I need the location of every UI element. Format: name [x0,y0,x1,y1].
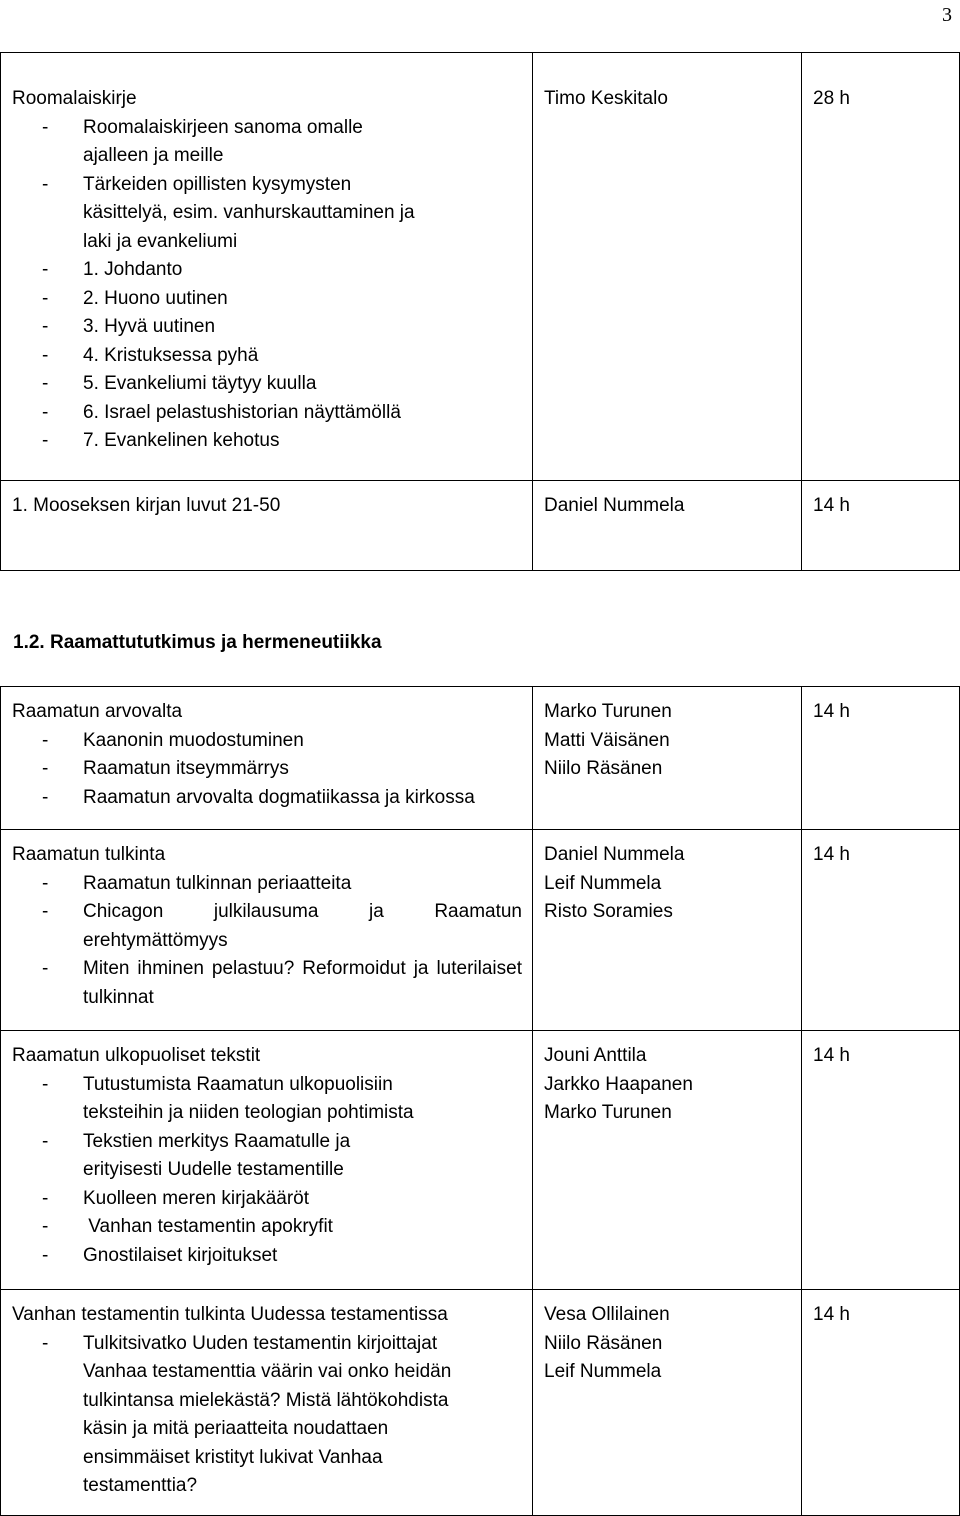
teacher-cell [533,1290,802,1516]
hours-cell [802,1031,960,1290]
list-item: - Miten ihminen pelastuu? Reformoidut ja luterilaiset tulkinnat [42,958,522,1008]
teacher-name: Niilo Räsänen [544,1332,663,1354]
course-title: Raamatun ulkopuoliset tekstit [12,1045,261,1066]
teacher-cell [533,1031,802,1290]
course-title: Raamatun arvovalta [12,701,183,722]
table-row [1,830,960,1031]
teacher-name: Marko Turunen [544,701,672,722]
teacher-name: Niilo Räsänen [544,758,663,779]
table-row [1,53,960,481]
teacher-cell [533,830,802,1031]
page-number: 3 [942,4,952,26]
teacher-name: Leif Nummela [544,872,662,894]
teacher-cell [533,53,802,481]
list-item: - Roomalaiskirjeen sanoma omalle ajalleen ja meille [42,116,363,166]
hours-cell [802,1290,960,1516]
list-item: - Raamatun arvovalta dogmatiikassa ja kirkossa [42,786,475,808]
course-cell [1,830,533,1031]
list-item: - Tekstien merkitys Raamatulle ja erityisesti Uudelle testamentille [42,1130,351,1180]
teacher-name: Daniel Nummela [544,844,685,865]
hours-value: 14 h [813,1045,850,1066]
course-topic-list [12,1071,432,1271]
hours-cell [802,481,960,571]
table-row [1,1031,960,1290]
list-item: - Gnostilaiset kirjoitukset [42,1244,278,1266]
teacher-name: Daniel Nummela [544,495,685,516]
list-item: - Kuolleen meren kirjakääröt [42,1187,310,1209]
list-item: - Tärkeiden opillisten kysymysten käsittelyä, esim. vanhurskauttaminen ja laki ja evankeliumi [42,173,415,252]
list-item: - Chicagon julkilausuma ja Raamatun erehtymättömyys [42,901,522,951]
course-topic-list [12,1330,452,1501]
list-item: - 6. Israel pelastushistorian näyttämöllä [42,401,401,423]
teacher-cell [533,481,802,571]
course-title: 1. Mooseksen kirjan luvut 21-50 [12,495,281,516]
list-item: - 2. Huono uutinen [42,287,228,309]
course-table-1 [0,52,960,571]
course-title: Raamatun tulkinta [12,844,166,865]
teacher-name: Vesa Ollilainen [544,1304,670,1325]
teacher-name: Leif Nummela [544,1361,662,1382]
course-cell [1,687,533,830]
hours-cell [802,687,960,830]
list-item: - 7. Evankelinen kehotus [42,430,280,451]
course-cell [1,53,533,481]
teacher-name: Timo Keskitalo [544,88,668,109]
teacher-cell [533,687,802,830]
table-row [1,1290,960,1516]
course-cell [1,481,533,571]
list-item: - 4. Kristuksessa pyhä [42,344,259,366]
hours-value: 14 h [813,1304,850,1325]
teacher-name: Risto Soramies [544,901,673,922]
hours-value: 14 h [813,701,850,722]
hours-value: 14 h [813,495,850,516]
teacher-name: Jouni Anttila [544,1045,647,1066]
course-topic-list [12,727,522,813]
list-item: - 1. Johdanto [42,259,183,280]
list-item: - Vanhan testamentin apokryfit [42,1216,333,1237]
list-item: - Raamatun itseymmärrys [42,758,289,779]
table-row [1,687,960,830]
course-title: Roomalaiskirje [12,88,137,109]
course-table-2 [0,686,960,1516]
course-cell [1,1290,533,1516]
list-item: - Raamatun tulkinnan periaatteita [42,872,352,894]
course-topic-list [12,114,432,456]
table-row [1,481,960,571]
course-cell [1,1031,533,1290]
hours-cell [802,53,960,481]
teacher-name: Matti Väisänen [544,729,670,751]
hours-cell [802,830,960,1031]
course-topic-list [12,870,522,1013]
list-item: - 3. Hyvä uutinen [42,316,216,337]
course-title: Vanhan testamentin tulkinta Uudessa testamentissa [12,1304,448,1325]
hours-value: 14 h [813,844,850,865]
teacher-name: Jarkko Haapanen [544,1073,693,1095]
list-item: - Tulkitsivatko Uuden testamentin kirjoittajat Vanhaa testamenttia väärin vai onko heidän tulkintansa mielekästä? Mistä lähtökohdista käsin ja mitä periaatteita noudattaen ensimmäiset kristityt lukivat Vanhaa testamenttia? [42,1332,452,1496]
list-item: - Tutustumista Raamatun ulkopuolisiin teksteihin ja niiden teologian pohtimista [42,1073,414,1123]
hours-value: 28 h [813,88,850,109]
section-heading: 1.2. Raamattututkimus ja hermeneutiikka [13,632,382,653]
list-item: - Kaanonin muodostuminen [42,729,304,751]
list-item: - 5. Evankeliumi täytyy kuulla [42,373,317,394]
teacher-name: Marko Turunen [544,1102,672,1123]
